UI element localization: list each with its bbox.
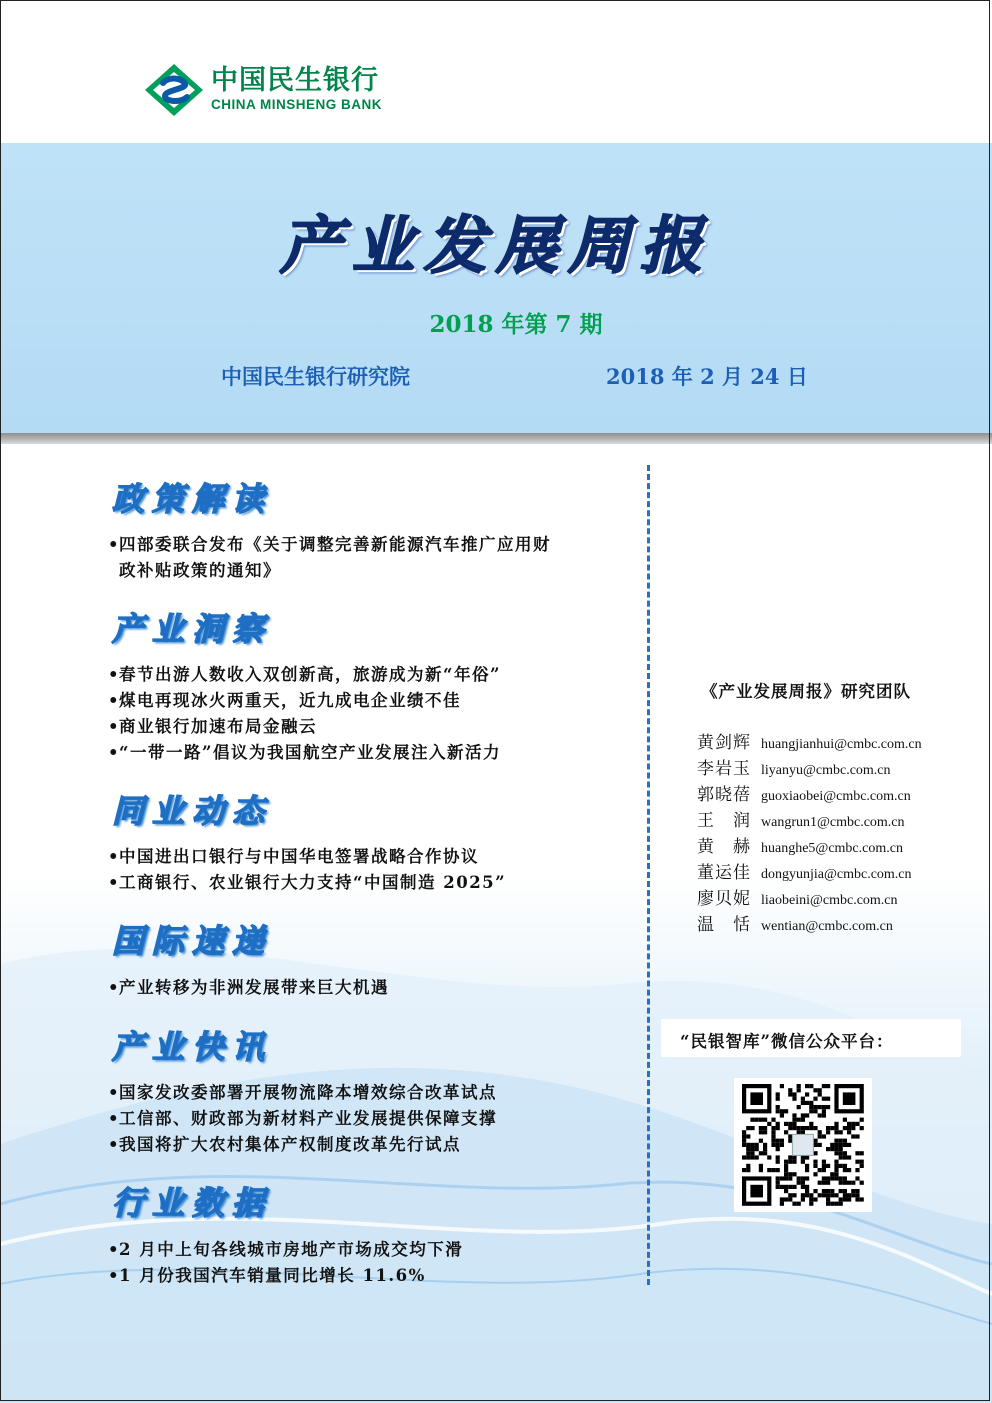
team-member: [697, 806, 922, 832]
section-list-data: [108, 1237, 463, 1289]
member-name: 廖贝妮: [697, 889, 751, 909]
qr-code-icon: [734, 1078, 872, 1212]
list-item[interactable]: •煤电再现冰火两重天，近九成电企业绩不佳: [108, 691, 461, 710]
member-name: 黄 赫: [697, 837, 751, 857]
team-member: [697, 832, 922, 858]
section-list-peers: [108, 844, 506, 896]
team-member: [697, 754, 922, 780]
section-list-insight: [108, 662, 501, 766]
column-divider: [647, 465, 650, 1285]
team-list: [697, 728, 922, 936]
list-item[interactable]: •1 月份我国汽车销量同比增长 11.6%: [108, 1266, 426, 1285]
list-item[interactable]: •国家发改委部署开展物流降本增效综合改革试点: [108, 1083, 497, 1102]
list-item[interactable]: •商业银行加速布局金融云: [108, 717, 317, 736]
section-title-insight: 产业洞察: [112, 610, 273, 648]
member-email[interactable]: wentian@cmbc.com.cn: [761, 919, 893, 934]
section-title-policy: 政策解读: [112, 480, 273, 518]
section-title-data: 行业数据: [112, 1184, 273, 1222]
issue-number: 2018 年第 7 期: [429, 311, 603, 338]
list-item[interactable]: •2 月中上旬各线城市房地产市场成交均下滑: [108, 1240, 464, 1259]
wechat-label: “民银智库”微信公众平台：: [680, 1032, 894, 1051]
team-member: [697, 728, 922, 754]
minsheng-logo-icon: [143, 62, 205, 118]
section-title-news: 产业快讯: [112, 1028, 273, 1066]
section-title-peers: 同业动态: [112, 792, 273, 830]
member-email[interactable]: huangjianhui@cmbc.com.cn: [761, 737, 922, 752]
header-band: [0, 143, 992, 433]
list-item[interactable]: •春节出游人数收入双创新高，旅游成为新“年俗”: [108, 665, 501, 684]
member-email[interactable]: liyanyu@cmbc.com.cn: [761, 763, 891, 778]
list-item[interactable]: •工信部、财政部为新材料产业发展提供保障支撑: [108, 1109, 497, 1128]
section-title-international: 国际速递: [112, 922, 273, 960]
list-item[interactable]: •我国将扩大农村集体产权制度改革先行试点: [108, 1135, 461, 1154]
member-email[interactable]: dongyunjia@cmbc.com.cn: [761, 867, 912, 882]
member-name: 郭晓蓓: [697, 785, 751, 805]
team-title: 《产业发展周报》研究团队: [701, 682, 911, 701]
list-item[interactable]: •“一带一路”倡议为我国航空产业发展注入新活力: [108, 743, 501, 762]
member-name: 李岩玉: [697, 759, 751, 779]
member-name: 王 润: [697, 811, 751, 831]
list-item[interactable]: •产业转移为非洲发展带来巨大机遇: [108, 978, 389, 997]
member-email[interactable]: wangrun1@cmbc.com.cn: [761, 815, 905, 830]
team-member: [697, 858, 922, 884]
list-item[interactable]: •工商银行、农业银行大力支持“中国制造 2025”: [108, 873, 507, 892]
list-item[interactable]: •中国进出口银行与中国华电签署战略合作协议: [108, 847, 479, 866]
page-title: 产业发展周报: [279, 209, 712, 282]
member-name: 黄剑辉: [697, 733, 751, 753]
section-list-policy: [108, 532, 551, 584]
wechat-qr-code[interactable]: [734, 1078, 872, 1212]
header-shadow: [0, 433, 992, 444]
member-name: 温 恬: [697, 915, 751, 935]
bank-logo: [143, 62, 382, 118]
member-name: 董运佳: [697, 863, 751, 883]
bank-name-cn: 中国民生银行: [211, 65, 379, 96]
publish-date: 2018 年 2 月 24 日: [606, 364, 808, 389]
member-email[interactable]: liaobeini@cmbc.com.cn: [761, 893, 898, 908]
list-item[interactable]: •四部委联合发布《关于调整完善新能源汽车推广应用财 政补贴政策的通知》: [108, 535, 551, 580]
bank-name-en: CHINA MINSHENG BANK: [211, 97, 382, 112]
member-email[interactable]: guoxiaobei@cmbc.com.cn: [761, 789, 911, 804]
member-email[interactable]: huanghe5@cmbc.com.cn: [761, 841, 903, 856]
team-member: [697, 780, 922, 806]
section-list-news: [108, 1080, 497, 1158]
section-list-international: [108, 975, 389, 1001]
team-member: [697, 910, 922, 936]
team-member: [697, 884, 922, 910]
institute-name: 中国民生银行研究院: [221, 365, 410, 389]
